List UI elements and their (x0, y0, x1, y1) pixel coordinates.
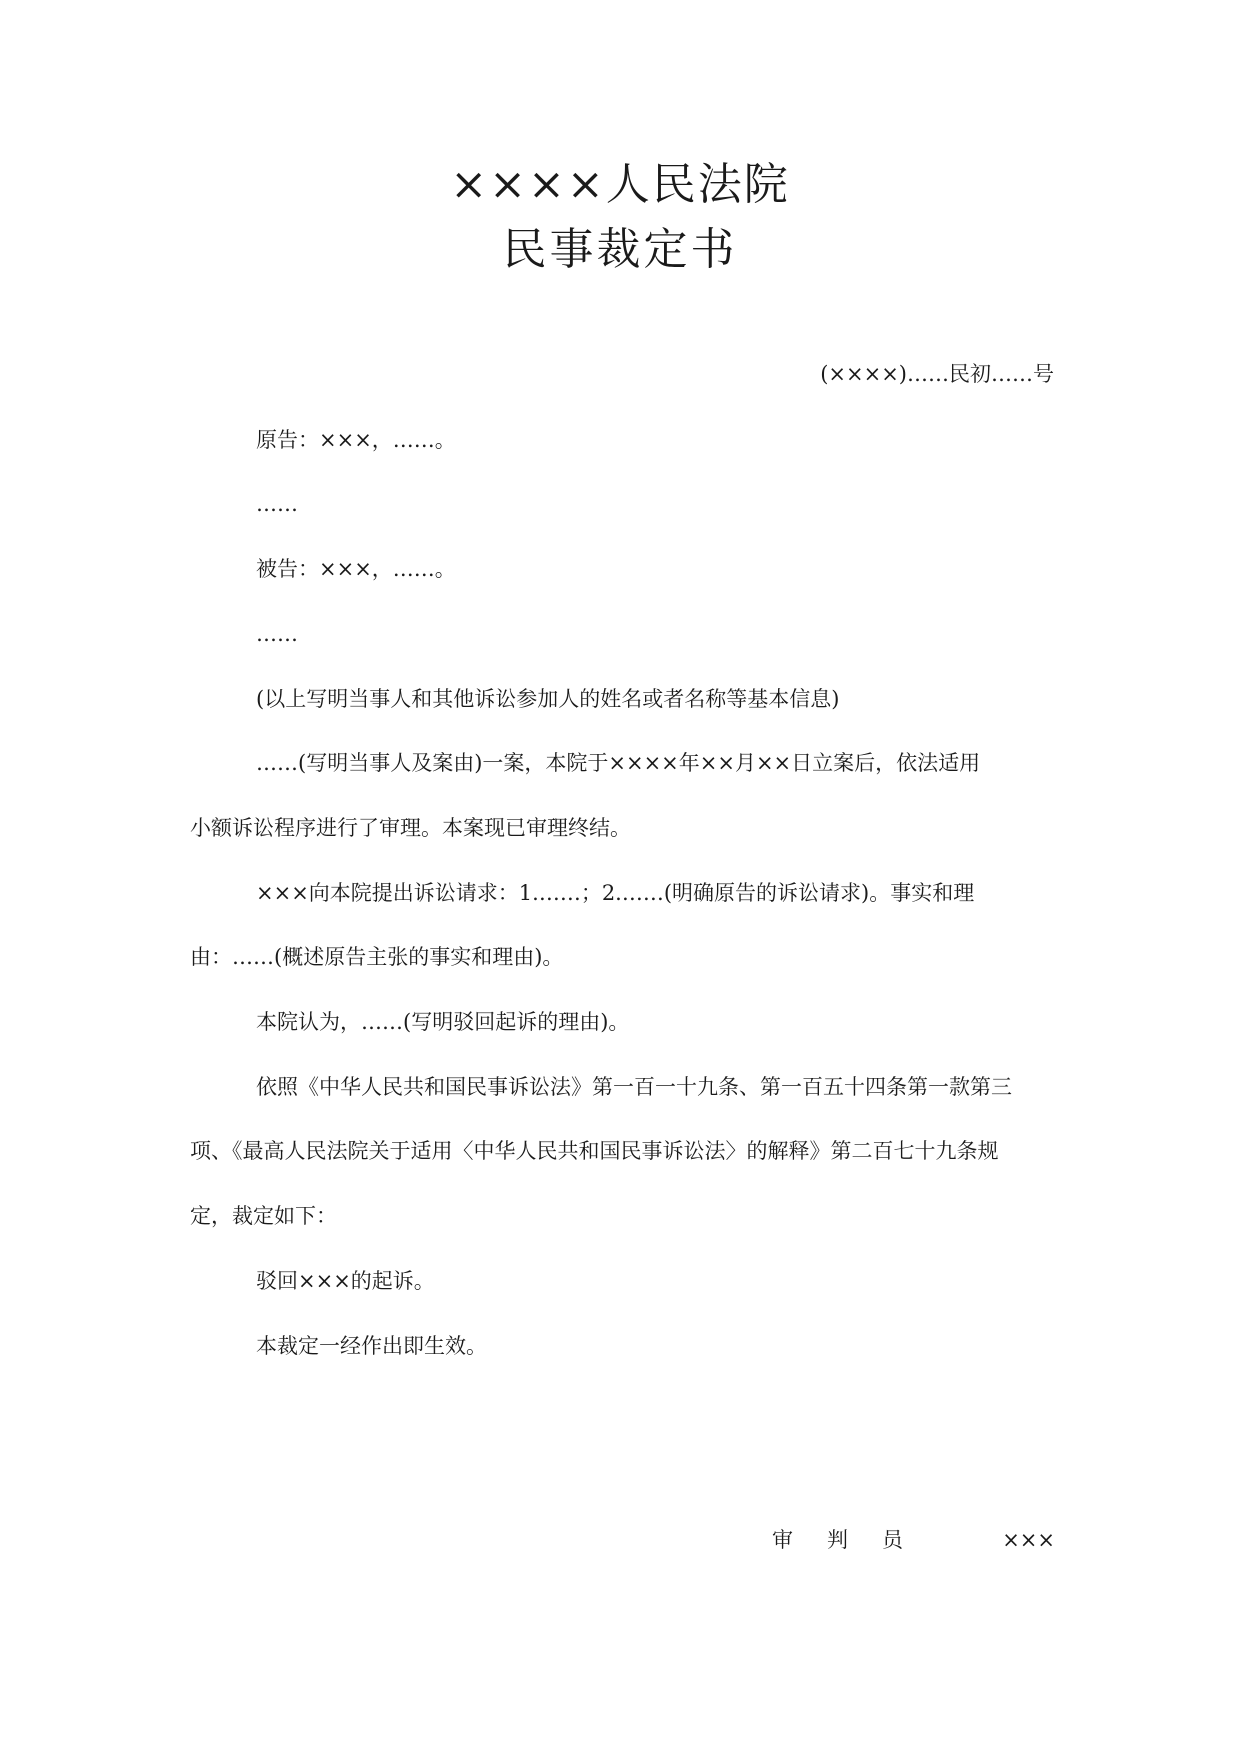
judge-name: ××× (1002, 1528, 1055, 1552)
plaintiff-continuation: …… (256, 492, 298, 516)
judge-role: 审判员 (772, 1528, 937, 1552)
legal-basis-line-1: 依照《中华人民共和国民事诉讼法》第一百一十九条、第一百五十四条第一款第三 (256, 1075, 1012, 1099)
defendant-continuation: …… (256, 622, 298, 646)
document-title: 民事裁定书 (502, 224, 738, 275)
ruling: 驳回×××的起诉。 (256, 1269, 435, 1293)
case-intro-line-2: 小额诉讼程序进行了审理。本案现已审理终结。 (190, 816, 631, 840)
claims-line-1: ×××向本院提出诉讼请求：1.……；2.……(明确原告的诉讼请求)。事实和理 (256, 881, 975, 905)
case-number: (××××)……民初……号 (820, 362, 1054, 386)
court-opinion: 本院认为，……(写明驳回起诉的理由)。 (256, 1010, 630, 1034)
defendant-line: 被告：×××，……。 (256, 557, 456, 581)
legal-basis-line-2: 项、《最高人民法院关于适用〈中华人民共和国民事诉讼法〉的解释》第二百七十九条规 (190, 1139, 999, 1163)
court-name: ××××人民法院 (450, 159, 790, 210)
parties-note: (以上写明当事人和其他诉讼参加人的姓名或者名称等基本信息) (256, 687, 840, 711)
case-intro-line-1: ……(写明当事人及案由)一案，本院于××××年××月××日立案后，依法适用 (256, 751, 981, 775)
legal-basis-line-3: 定，裁定如下： (190, 1204, 337, 1228)
plaintiff-line: 原告：×××，……。 (256, 428, 456, 452)
claims-line-2: 由：……(概述原告主张的事实和理由)。 (190, 945, 564, 969)
effect-statement: 本裁定一经作出即生效。 (256, 1334, 487, 1358)
